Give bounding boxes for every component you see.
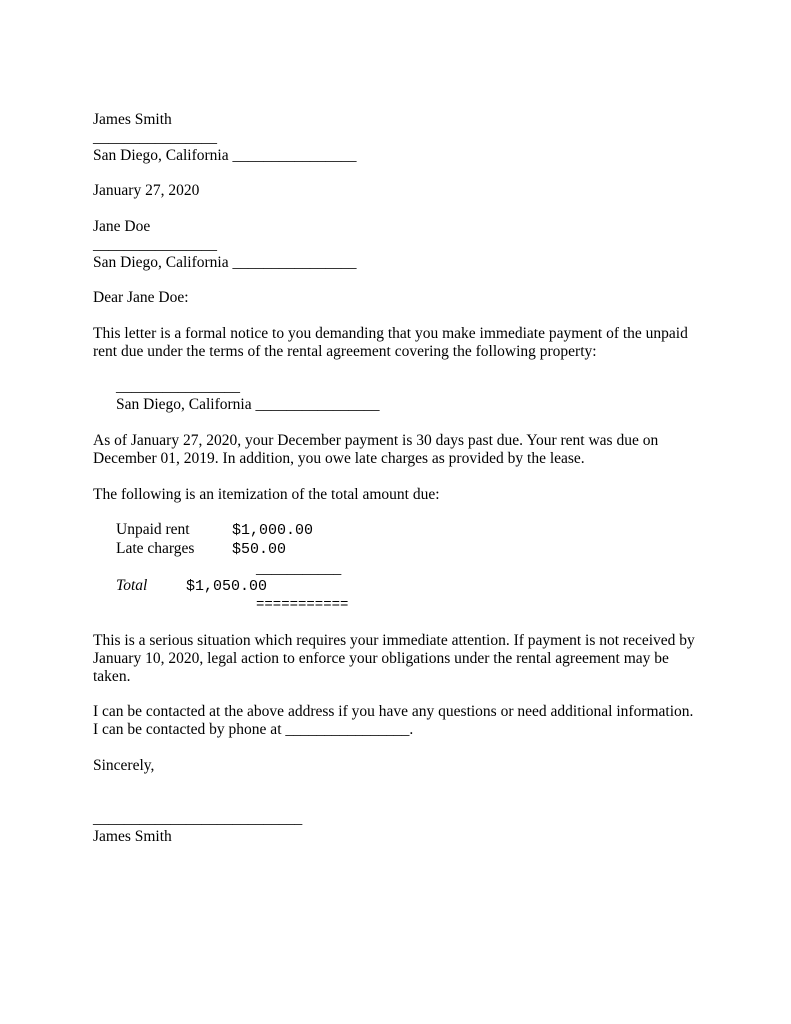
total-label: Total [116, 577, 148, 594]
item-label-unpaid-rent: Unpaid rent [116, 521, 190, 538]
intro-line-2: rent due under the terms of the rental agreement covering the following property: [93, 343, 597, 360]
signature-line: ___________________________ [93, 810, 303, 827]
total-double-rule: =========== [256, 597, 349, 613]
status-line-2: December 01, 2019. In addition, you owe late charges as provided by the lease. [93, 450, 585, 467]
total-amount: $1,050.00 [186, 578, 268, 595]
subtotal-rule: ___________ [256, 560, 342, 577]
recipient-address-blank: ________________ [93, 236, 217, 253]
letter-date: January 27, 2020 [93, 182, 200, 199]
itemization-intro: The following is an itemization of the total amount due: [93, 486, 440, 503]
closing: Sincerely, [93, 757, 155, 774]
item-amount-late-charges: $50.00 [232, 541, 287, 558]
sender-address-blank: ________________ [93, 129, 217, 146]
recipient-city-line: San Diego, California ________________ [93, 254, 357, 271]
item-label-late-charges: Late charges [116, 540, 195, 557]
contact-line-2: I can be contacted by phone at ________________. [93, 721, 414, 738]
warning-line-1: This is a serious situation which requires your immediate attention. If payment is not received by [93, 632, 695, 649]
contact-line-1: I can be contacted at the above address if you have any questions or need additional information. [93, 703, 694, 720]
signature-name: James Smith [93, 828, 172, 845]
warning-line-2: January 10, 2020, legal action to enforce your obligations under the rental agreement may be [93, 650, 669, 667]
item-amount-unpaid-rent: $1,000.00 [232, 522, 314, 539]
intro-line-1: This letter is a formal notice to you demanding that you make immediate payment of the unpaid [93, 325, 688, 342]
sender-city-line: San Diego, California ________________ [93, 147, 357, 164]
recipient-name: Jane Doe [93, 218, 151, 235]
sender-name: James Smith [93, 111, 172, 128]
status-line-1: As of January 27, 2020, your December payment is 30 days past due. Your rent was due on [93, 432, 659, 449]
property-city-line: San Diego, California ________________ [116, 396, 380, 413]
property-address-blank: ________________ [116, 378, 240, 395]
warning-line-3: taken. [93, 668, 131, 685]
salutation: Dear Jane Doe: [93, 289, 189, 306]
